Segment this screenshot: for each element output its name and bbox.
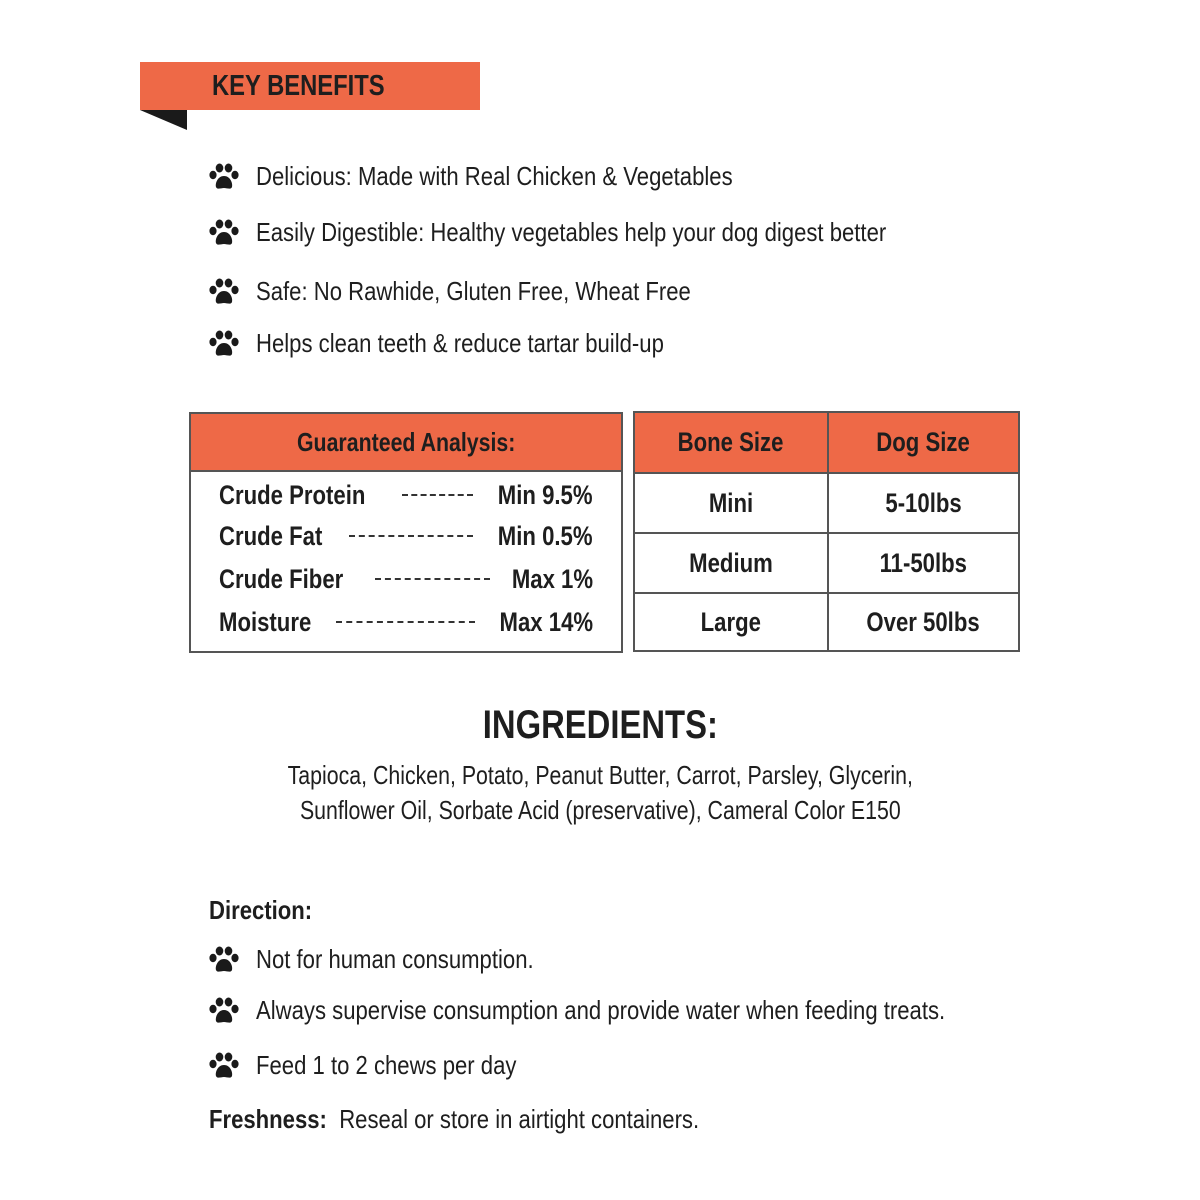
bone-size-cell	[635, 592, 827, 650]
benefit-text: Delicious: Made with Real Chicken & Vegetables	[256, 161, 733, 191]
analysis-row	[219, 607, 593, 638]
ingredients-text: Sunflower Oil, Sorbate Acid (preservative), Cameral Color E150	[299, 795, 901, 825]
direction-item	[208, 1050, 562, 1081]
paw-icon	[208, 997, 240, 1025]
nutrient-value: Min 0.5%	[498, 521, 593, 551]
benefit-item	[208, 328, 736, 359]
paw-icon	[208, 219, 240, 247]
dog-size-cell	[827, 472, 1018, 532]
ingredients-text: Tapioca, Chicken, Potato, Peanut Butter, Carrot, Parsley, Glycerin,	[287, 760, 913, 790]
freshness-label: Freshness:	[209, 1104, 327, 1134]
direction-title: Direction:	[209, 895, 313, 925]
direction-text: Always supervise consumption and provide water when feeding treats.	[256, 995, 946, 1025]
analysis-title: Guaranteed Analysis:	[296, 426, 516, 457]
nutrient-name: Crude Fat	[219, 521, 323, 551]
benefit-item	[208, 276, 768, 307]
cell-text: 5-10lbs	[885, 487, 962, 518]
paw-icon	[208, 946, 240, 974]
direction-item	[208, 995, 1067, 1026]
direction-text: Not for human consumption.	[256, 944, 534, 974]
benefit-text: Easily Digestible: Healthy vegetables help your dog digest better	[256, 217, 887, 247]
benefit-item	[208, 161, 817, 192]
direction-item	[208, 944, 583, 975]
header-bone-size	[635, 413, 827, 472]
benefit-text: Safe: No Rawhide, Gluten Free, Wheat Free	[256, 276, 691, 306]
header-text: Bone Size	[678, 427, 784, 457]
paw-icon	[208, 163, 240, 191]
guaranteed-analysis-table	[189, 412, 623, 653]
cell-text: Large	[700, 606, 762, 637]
ingredients-title	[0, 703, 1200, 748]
size-table	[633, 411, 1020, 652]
direction-text: Feed 1 to 2 chews per day	[256, 1050, 517, 1080]
cell-text: Over 50lbs	[866, 606, 981, 637]
key-benefits-banner	[140, 62, 480, 110]
cell-text: Medium	[689, 547, 773, 578]
ingredients-title-text: INGREDIENTS:	[482, 703, 718, 747]
freshness-line	[209, 1104, 699, 1135]
dog-size-cell	[827, 532, 1018, 592]
key-benefits-title: KEY BENEFITS	[212, 70, 385, 102]
paw-icon	[208, 278, 240, 306]
analysis-header	[191, 414, 621, 472]
bone-size-cell	[635, 472, 827, 532]
ingredients-line	[0, 760, 1200, 791]
bone-size-cell	[635, 532, 827, 592]
benefit-text: Helps clean teeth & reduce tartar build-up	[256, 328, 664, 358]
nutrient-value: Max 14%	[499, 607, 593, 637]
nutrient-value: Max 1%	[511, 564, 593, 594]
analysis-row	[219, 480, 593, 511]
analysis-row	[219, 521, 593, 552]
nutrient-name: Crude Protein	[219, 480, 366, 510]
benefit-item	[208, 217, 997, 248]
freshness-text: Reseal or store in airtight containers.	[339, 1104, 700, 1134]
ingredients-line	[0, 795, 1200, 826]
nutrient-name: Crude Fiber	[219, 564, 344, 594]
paw-icon	[208, 330, 240, 358]
analysis-row	[219, 564, 593, 595]
nutrient-value: Min 9.5%	[498, 480, 593, 510]
header-text: Dog Size	[876, 427, 971, 457]
cell-text: Mini	[708, 487, 754, 518]
cell-text: 11-50lbs	[879, 547, 968, 578]
paw-icon	[208, 1052, 240, 1080]
dog-size-cell	[827, 592, 1018, 650]
banner-fold	[140, 110, 187, 130]
header-dog-size	[827, 413, 1018, 472]
nutrient-name: Moisture	[219, 607, 312, 637]
